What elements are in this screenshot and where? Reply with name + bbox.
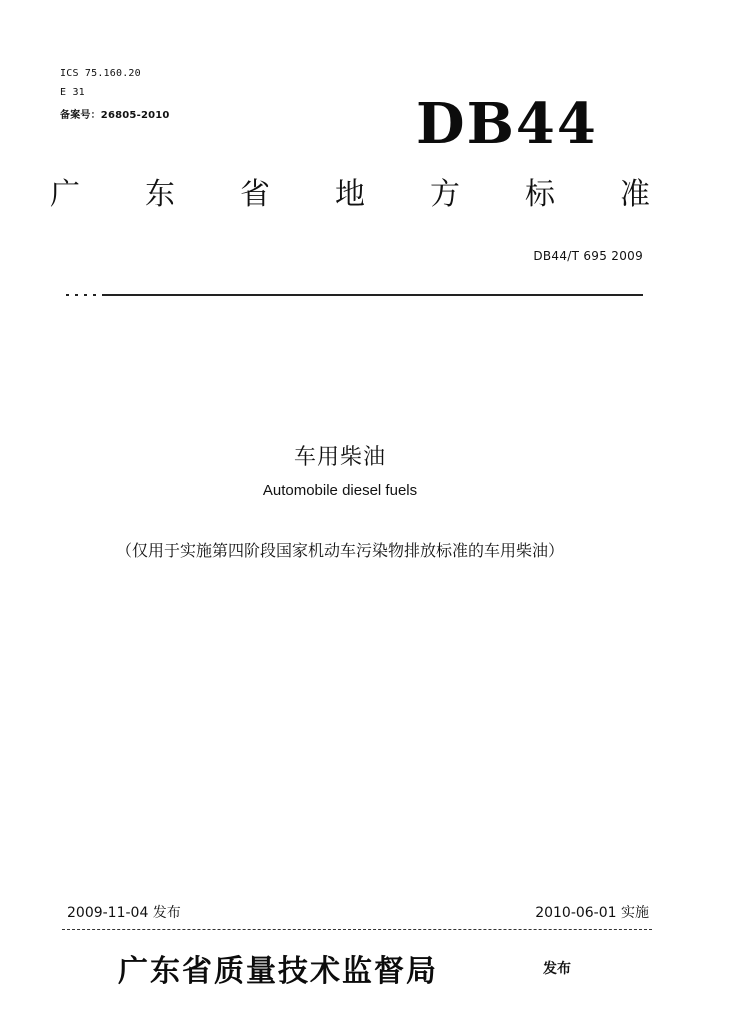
standard-type-char: 准 bbox=[620, 177, 650, 212]
issuing-authority: 广东省质量技术监督局 bbox=[118, 954, 438, 989]
record-number: 备案号：26805-2010 bbox=[60, 110, 170, 121]
standard-type-char: 东 bbox=[145, 177, 175, 212]
document-scope-note: （仅用于实施第四阶段国家机动车污染物排放标准的车用柴油） bbox=[115, 541, 564, 560]
document-title-cn: 车用柴油 bbox=[293, 445, 386, 470]
standard-number: DB44/T 695 2009 bbox=[533, 249, 643, 263]
standard-type-char: 方 bbox=[430, 177, 460, 212]
standard-type-char: 标 bbox=[525, 177, 555, 212]
ccs-code: E 31 bbox=[60, 87, 85, 98]
document-title-en: Automobile diesel fuels bbox=[262, 482, 418, 499]
standard-type-char: 地 bbox=[335, 177, 365, 212]
issue-date: 2009-11-04 发布 bbox=[67, 905, 181, 921]
implementation-date: 2010-06-01 实施 bbox=[535, 905, 649, 921]
top-divider bbox=[60, 294, 643, 296]
ics-code: ICS 75.160.20 bbox=[60, 68, 141, 79]
standard-type-char: 省 bbox=[240, 177, 270, 212]
bottom-divider bbox=[62, 929, 652, 930]
standard-type-heading bbox=[50, 177, 650, 212]
standard-type-char: 广 bbox=[50, 177, 80, 212]
db44-logo: DB44 bbox=[416, 91, 598, 157]
top-divider-dash bbox=[60, 294, 102, 296]
issued-label: 发布 bbox=[543, 961, 571, 977]
